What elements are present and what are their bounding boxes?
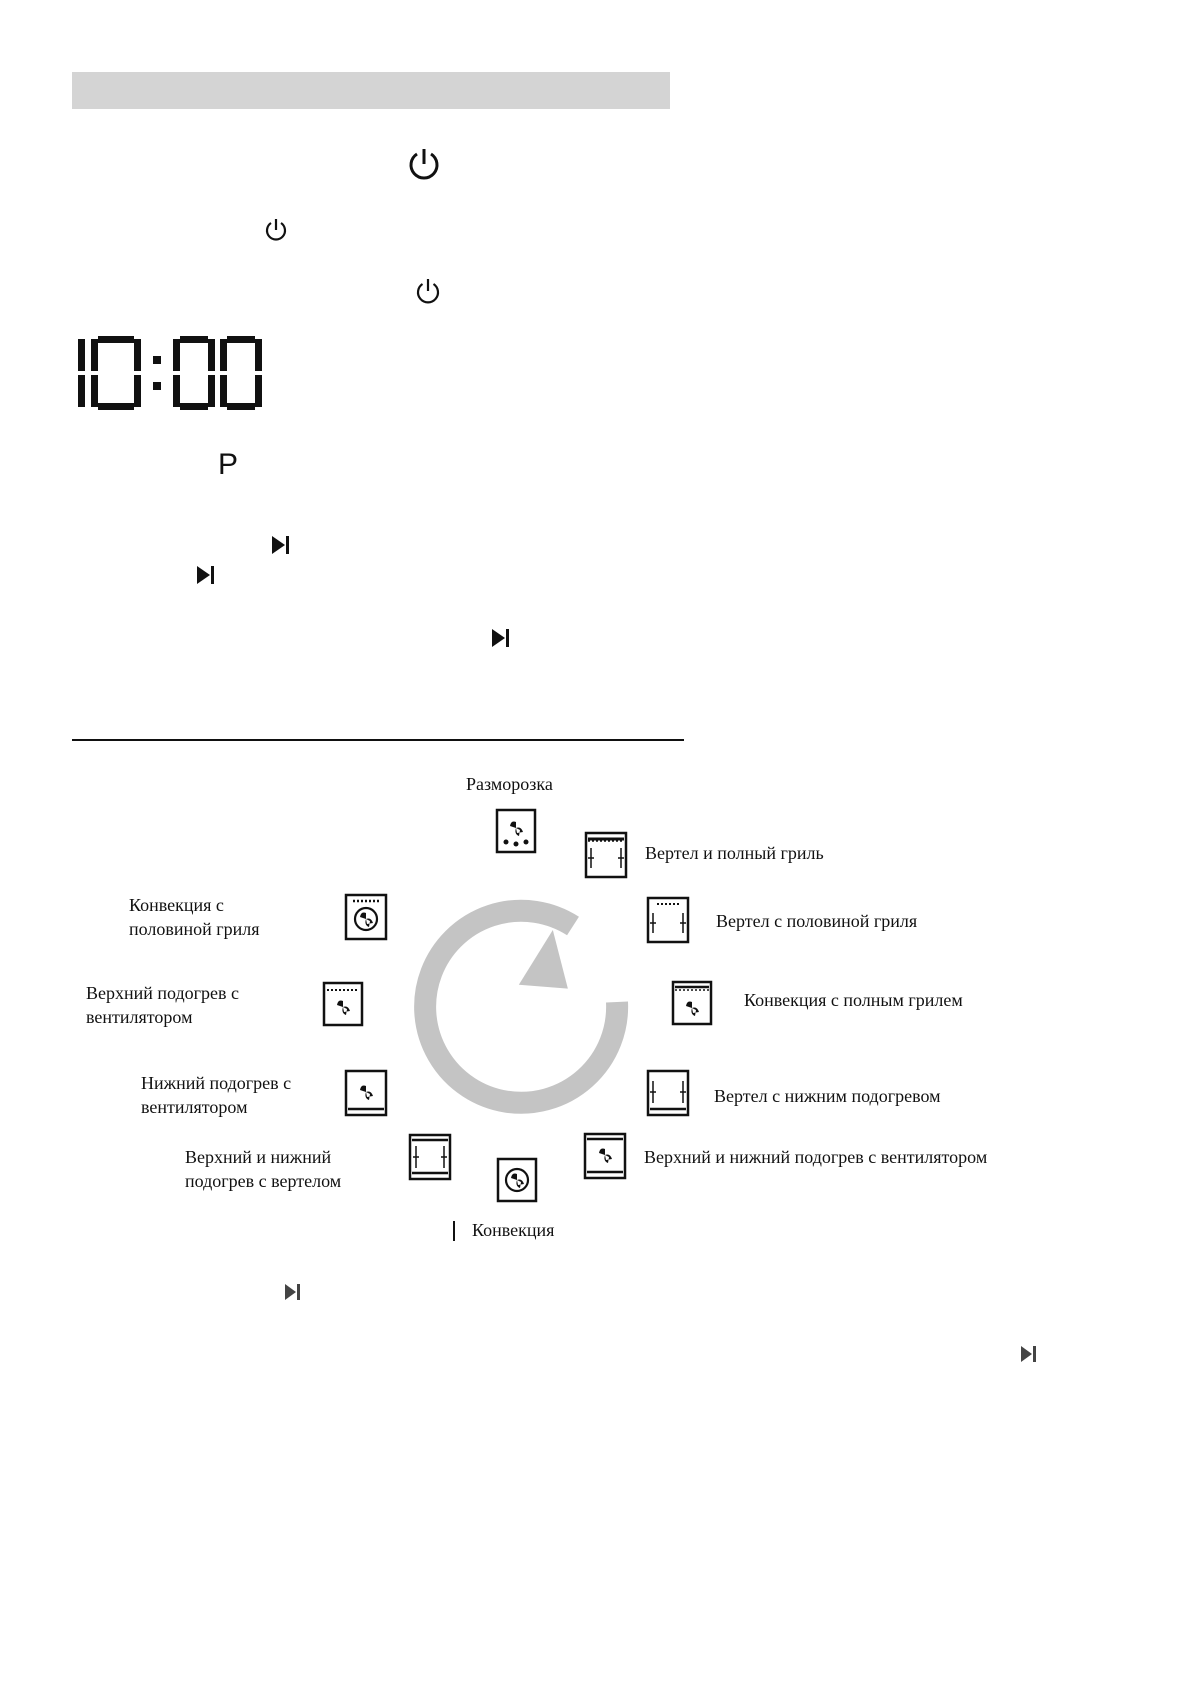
mode-label-spit-bottom-heat: Вертел с нижним подогревом <box>714 1086 941 1106</box>
convection-full-grill-icon <box>670 980 714 1026</box>
convection-half-grill-icon <box>343 893 389 941</box>
top-fan-icon <box>321 981 365 1027</box>
mode-label-spit-half-grill: Вертел с половиной гриля <box>716 911 918 931</box>
mode-label-top-bottom-fan: Верхний и нижний подогрев с вентилятором <box>644 1147 988 1167</box>
spit-full-grill-icon <box>583 831 629 879</box>
mode-label-top-bottom-spit: Верхний и нижний подогрев с вертелом <box>185 1147 342 1191</box>
top-bottom-spit-icon <box>407 1133 453 1181</box>
clock-display <box>76 336 262 410</box>
mode-label-top-fan: Верхний подогрев с вентилятором <box>86 983 240 1027</box>
clock-time-value: 10:00 <box>76 336 79 337</box>
power-icon <box>407 146 441 182</box>
mode-label-spit-full-grill: Вертел и полный гриль <box>645 843 824 863</box>
mode-label-convection-half-grill: Конвекция с половиной гриля <box>129 895 260 939</box>
spit-half-grill-icon <box>645 896 691 944</box>
convection-icon <box>495 1157 539 1203</box>
text-cursor <box>453 1221 455 1241</box>
skip-next-icon <box>195 564 217 586</box>
section-header-bar <box>72 72 670 109</box>
top-bottom-fan-icon <box>582 1132 628 1180</box>
power-icon <box>264 217 288 243</box>
skip-next-icon <box>490 627 512 649</box>
program-letter: P <box>218 448 239 481</box>
mode-label-bottom-fan: Нижний подогрев с вентилятором <box>141 1073 292 1117</box>
cycle-arrow-icon <box>405 892 645 1122</box>
skip-next-icon <box>283 1282 303 1302</box>
mode-label-convection-full-grill: Конвекция с полным грилем <box>744 990 963 1010</box>
mode-label-convection: Конвекция <box>472 1220 555 1240</box>
defrost-icon <box>494 808 538 854</box>
skip-next-icon <box>1019 1344 1039 1364</box>
spit-bottom-heat-icon <box>645 1069 691 1117</box>
power-icon <box>415 277 441 305</box>
section-divider <box>72 739 684 741</box>
mode-label-defrost: Разморозка <box>466 774 553 794</box>
bottom-fan-icon <box>343 1069 389 1117</box>
skip-next-icon <box>270 534 292 556</box>
